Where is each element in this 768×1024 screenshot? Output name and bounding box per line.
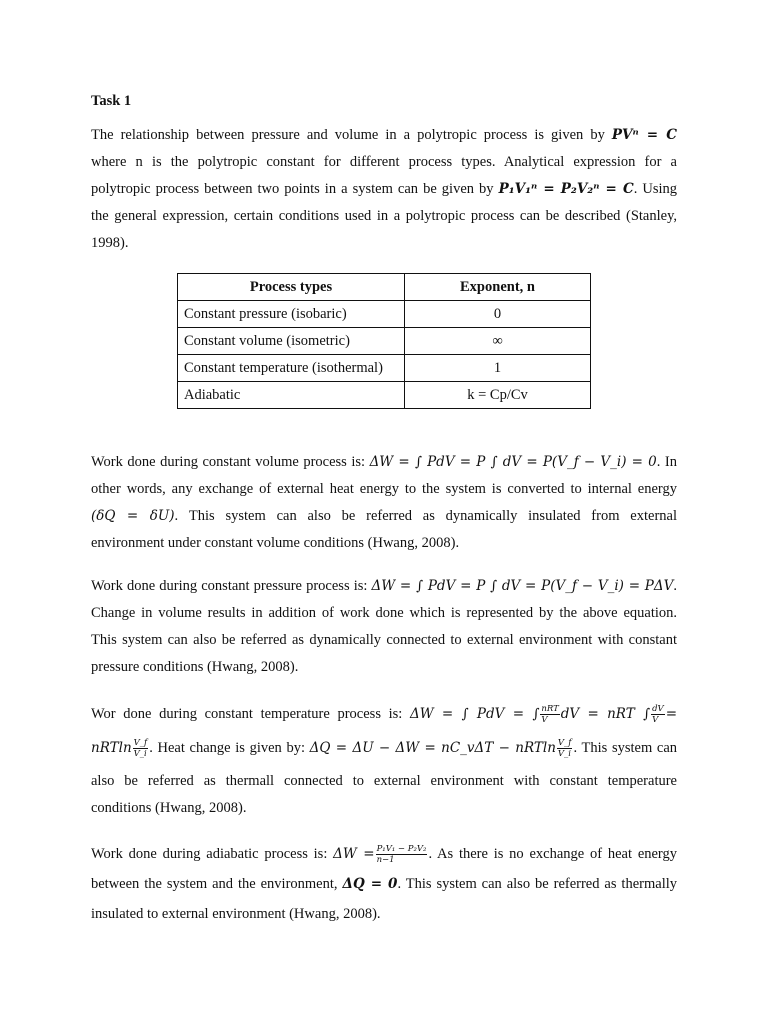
intro-line-5: 1998). (91, 235, 129, 251)
volume-line-2: other words, any exchange of external heat energy to the system is converted to internal energy (91, 481, 677, 497)
temperature-line-1: Wor done during constant temperature process is: ΔW = ∫ PdV = ∫ $\frac{\text{nRT}}{V}$ dV = nRT ∫ $\frac{dV}{V}$ = (91, 704, 677, 726)
volume-line-4: environment under constant volume conditions (Hwang, 2008). (91, 535, 460, 551)
intro-paragraph (91, 122, 677, 257)
table-cell-exponent: k = Cp/Cv (405, 382, 591, 409)
zero-heat-equation: ΔQ = 0 (342, 876, 398, 892)
heat-change-equation: ΔQ = ΔU − ΔW = nC_vΔT − nRTln (309, 740, 556, 756)
intro-line-3: polytropic process between two points in a system can be given by P₁V₁ⁿ = P₂V₂ⁿ = C. Using (91, 181, 678, 197)
volume-line-1: Work done during constant volume process is: ΔW = ∫ PdV = P ∫ dV = P(V_f − V_i) = 0. In (91, 454, 677, 470)
table-cell-process: Constant temperature (isothermal) (178, 355, 405, 382)
pressure-line-1: Work done during constant pressure process is: ΔW = ∫ PdV = P ∫ dV = P(V_f − V_i) = PΔV. (91, 578, 678, 594)
nrt-over-v-fraction: $\frac{\text{nRT}}{V}$ (541, 704, 559, 726)
process-types-table (177, 273, 591, 409)
volume-line-3: (δQ = δU). This system can also be referred as dynamically insulated from external (91, 508, 677, 524)
polytropic-equation: PVⁿ = C (611, 127, 677, 143)
dv-over-v-fraction: $\frac{dV}{V}$ (652, 704, 664, 726)
table-row (178, 328, 591, 355)
intro-line-4: the general expression, certain conditions used in a polytropic process can be described (Stanley, (91, 208, 677, 224)
adiabatic-line-2: between the system and the environment, ΔQ = 0. This system can also be referred as thermally (91, 876, 677, 892)
table-cell-exponent: ∞ (405, 328, 591, 355)
heat-energy-equation: (δQ = δU) (91, 508, 175, 524)
pressure-line-2: Change in volume results in addition of work done which is represented by the above equation. (91, 605, 677, 621)
table-cell-exponent: 0 (405, 301, 591, 328)
table-cell-process: Adiabatic (178, 382, 405, 409)
pressure-line-4: pressure conditions (Hwang, 2008). (91, 659, 299, 675)
volume-work-equation: ΔW = ∫ PdV = P ∫ dV = P(V_f − V_i) = 0 (369, 454, 657, 470)
vf-over-vi-fraction-2: $\frac{V\_f}{V\_i}$ (557, 738, 572, 760)
constant-temperature-paragraph (91, 697, 677, 819)
adiabatic-paragraph (91, 839, 677, 929)
pressure-work-equation: ΔW = ∫ PdV = P ∫ dV = P(V_f − V_i) = PΔV (371, 578, 674, 594)
temperature-line-4: conditions (Hwang, 2008). (91, 800, 247, 816)
temperature-line-3: also be referred as thermall connected to external environment with constant temperature (91, 773, 677, 789)
temperature-line-2: nRTln $\frac{V\_f}{V\_i}$ . Heat change is given by: ΔQ = ΔU − ΔW = nC_vΔT − nRTln $\frac{V\_f}{V\_i}$ . This system can (91, 738, 678, 760)
table-row (178, 301, 591, 328)
table-header-exponent: Exponent, n (405, 274, 591, 301)
pressure-line-3: This system can also be referred as dynamically connected to external environment with constant (91, 632, 677, 648)
table-cell-exponent: 1 (405, 355, 591, 382)
vf-over-vi-fraction: $\frac{V\_f}{V\_i}$ (133, 738, 148, 760)
constant-pressure-paragraph (91, 573, 677, 681)
table-header-row (178, 274, 591, 301)
two-point-equation: P₁V₁ⁿ = P₂V₂ⁿ = C (498, 181, 634, 197)
intro-line-2: where n is the polytropic constant for different process types. Analytical expression for a (91, 154, 677, 170)
intro-line-1: The relationship between pressure and volume in a polytropic process is given by PVⁿ = C (91, 127, 677, 143)
table-cell-process: Constant volume (isometric) (178, 328, 405, 355)
table-header-process-types: Process types (178, 274, 405, 301)
constant-volume-paragraph (91, 449, 677, 557)
section-heading: Task 1 (91, 93, 132, 109)
table-row (178, 382, 591, 409)
adiabatic-line-1: Work done during adiabatic process is: ΔW = $\frac{\text{P₁V₁ − P₂V₂}}{n-1}$ . As there is no exchange of heat energy (91, 844, 678, 866)
adiabatic-work-fraction: $\frac{\text{P₁V₁ − P₂V₂}}{n-1}$ (376, 844, 427, 866)
adiabatic-line-3: insulated to external environment (Hwang, 2008). (91, 906, 381, 922)
table-cell-process: Constant pressure (isobaric) (178, 301, 405, 328)
table-row (178, 355, 591, 382)
